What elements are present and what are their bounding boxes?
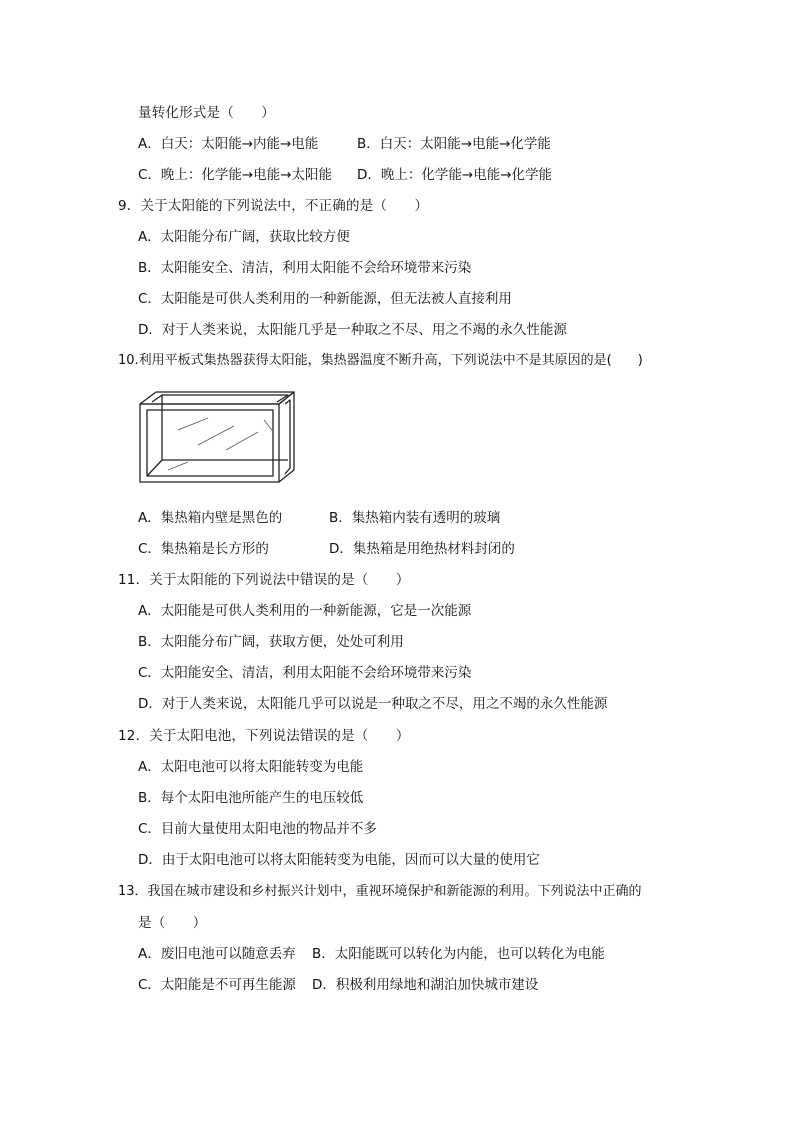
q13-option-c: C．太阳能是不可再生能源 [138,977,296,993]
q13-option-d: D．积极利用绿地和湖泊加快城市建设 [312,977,539,993]
q12-option-d: D．由于太阳电池可以将太阳能转变为电能，因而可以大量的使用它 [138,852,540,868]
q8-option-d: D．晚上：化学能→电能→化学能 [357,167,553,183]
q9-option-a: A．太阳能分布广阔，获取比较方便 [138,229,350,245]
q9-option-d: D．对于人类来说，太阳能几乎是一种取之不尽、用之不竭的永久性能源 [138,322,567,338]
q10-option-d: D．集热箱是用绝热材料封闭的 [329,541,515,557]
q12-option-b: B．每个太阳电池所能产生的电压较低 [138,790,364,806]
q10-option-c: C．集热箱是长方形的 [138,541,269,557]
q11-stem: 11．关于太阳能的下列说法中错误的是（ ） [118,572,410,588]
q8-option-c: C．晚上：化学能→电能→太阳能 [138,167,333,183]
q12-stem: 12．关于太阳电池，下列说法错误的是（ ） [118,728,410,744]
q11-option-d: D．对于人类来说，太阳能几乎可以说是一种取之不尽，用之不竭的永久性能源 [138,696,608,712]
q9-stem: 9．关于太阳能的下列说法中，不正确的是（ ） [118,198,429,214]
q8-option-a: A．白天：太阳能→内能→电能 [138,136,319,152]
q11-option-a: A．太阳能是可供人类利用的一种新能源，它是一次能源 [138,603,472,619]
q12-option-a: A．太阳电池可以将太阳能转变为电能 [138,759,364,775]
q13-stem-line2: 是（ ） [138,915,207,931]
q13-option-b: B．太阳能既可以转化为内能，也可以转化为电能 [312,946,605,962]
q12-option-c: C．目前大量使用太阳电池的物品并不多 [138,821,377,837]
q9-option-c: C．太阳能是可供人类利用的一种新能源，但无法被人直接利用 [138,291,512,307]
q13-stem-line1: 13．我国在城市建设和乡村振兴计划中，重视环境保护和新能源的利用。下列说法中正确的 [118,884,642,899]
solar-collector-box-figure [138,390,296,486]
q8-option-b: B．白天：太阳能→电能→化学能 [357,136,551,152]
q11-option-c: C．太阳能安全、清洁，利用太阳能不会给环境带来污染 [138,665,472,681]
q13-option-a: A．废旧电池可以随意丢弃 [138,946,296,962]
q10-option-b: B．集热箱内装有透明的玻璃 [329,510,501,526]
q10-stem: 10.利用平板式集热器获得太阳能，集热器温度不断升高，下列说法中不是其原因的是( ) [118,353,643,368]
q8-stem-continuation: 量转化形式是（ ） [138,105,275,121]
q10-option-a: A．集热箱内壁是黑色的 [138,510,283,526]
q11-option-b: B．太阳能分布广阔，获取方便，处处可利用 [138,634,404,650]
q9-option-b: B．太阳能安全、清洁，利用太阳能不会给环境带来污染 [138,260,472,276]
